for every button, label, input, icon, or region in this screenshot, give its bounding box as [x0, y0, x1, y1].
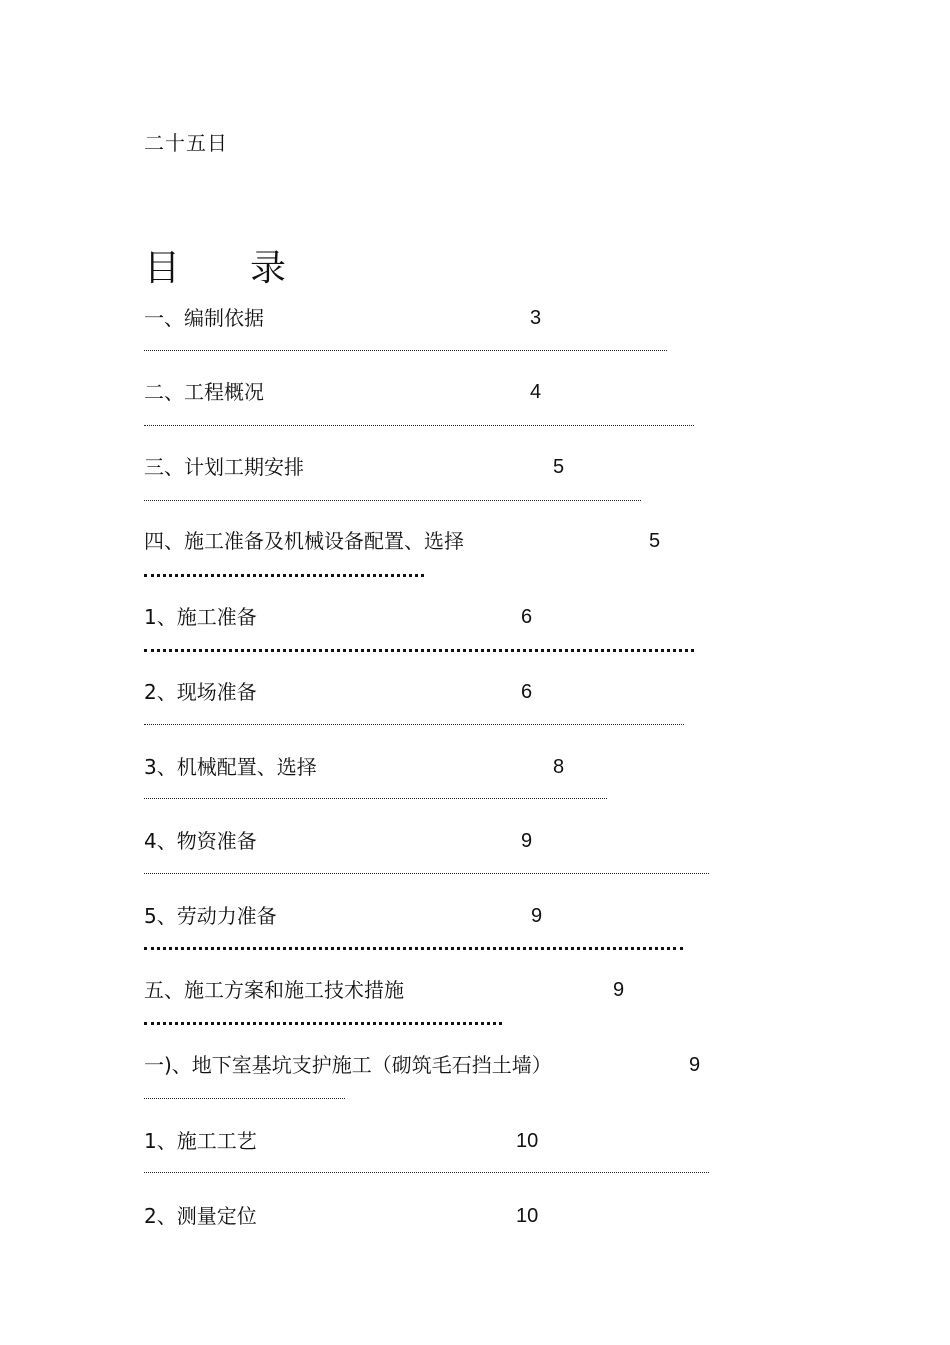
- toc-entry-label: 1、施工工艺: [144, 1129, 257, 1153]
- toc-leader-dots: [144, 798, 607, 799]
- toc-entry-label: 一)、地下室基坑支护施工（砌筑毛石挡土墙）: [144, 1053, 552, 1077]
- toc-entry-page: 3: [530, 307, 542, 329]
- toc-entry-page: 10: [516, 1205, 539, 1227]
- toc-entry-page: 9: [521, 830, 533, 852]
- toc-leader-dots: [144, 574, 424, 577]
- toc-entry-page: 6: [521, 606, 533, 628]
- toc-entry-label: 3、机械配置、选择: [144, 755, 317, 779]
- toc-title-char-1: 目: [144, 248, 181, 289]
- toc-entry-page: 9: [689, 1054, 701, 1076]
- toc-entry-label: 5、劳动力准备: [144, 904, 277, 928]
- toc-entry-page: 8: [553, 756, 565, 778]
- toc-entry-label: 4、物资准备: [144, 829, 257, 853]
- toc-entry-label: 2、测量定位: [144, 1204, 257, 1228]
- toc-entry-label: 三、计划工期安排: [144, 455, 304, 479]
- toc-entry-page: 6: [521, 681, 533, 703]
- toc-entry-page: 4: [530, 381, 542, 403]
- toc-leader-dots: [144, 425, 694, 426]
- toc-leader-dots: [144, 724, 684, 725]
- toc-leader-dots: [144, 1022, 502, 1025]
- toc-entry-page: 10: [516, 1130, 539, 1152]
- toc-entry-page: 9: [531, 905, 543, 927]
- toc-title: [144, 249, 286, 289]
- toc-leader-dots: [144, 350, 667, 351]
- toc-entry-label: 2、现场准备: [144, 680, 257, 704]
- toc-leader-dots: [144, 947, 683, 950]
- toc-entry-label: 二、工程概况: [144, 380, 264, 404]
- toc-entry-label: 一、编制依据: [144, 306, 264, 330]
- toc-entry-page: 9: [613, 979, 625, 1001]
- toc-leader-dots: [144, 1172, 709, 1173]
- date-fragment: 二十五日: [144, 131, 228, 155]
- toc-entry-page: 5: [553, 456, 565, 478]
- toc-entry-label: 1、施工准备: [144, 605, 257, 629]
- toc-leader-dots: [144, 1098, 345, 1099]
- toc-leader-dots: [144, 500, 641, 501]
- toc-entry-label: 五、施工方案和施工技术措施: [144, 978, 404, 1002]
- toc-leader-dots: [144, 873, 709, 874]
- toc-leader-dots: [144, 649, 694, 652]
- toc-entry-label: 四、施工准备及机械设备配置、选择: [144, 529, 464, 553]
- toc-entry-page: 5: [649, 530, 661, 552]
- toc-title-char-2: 录: [250, 248, 287, 289]
